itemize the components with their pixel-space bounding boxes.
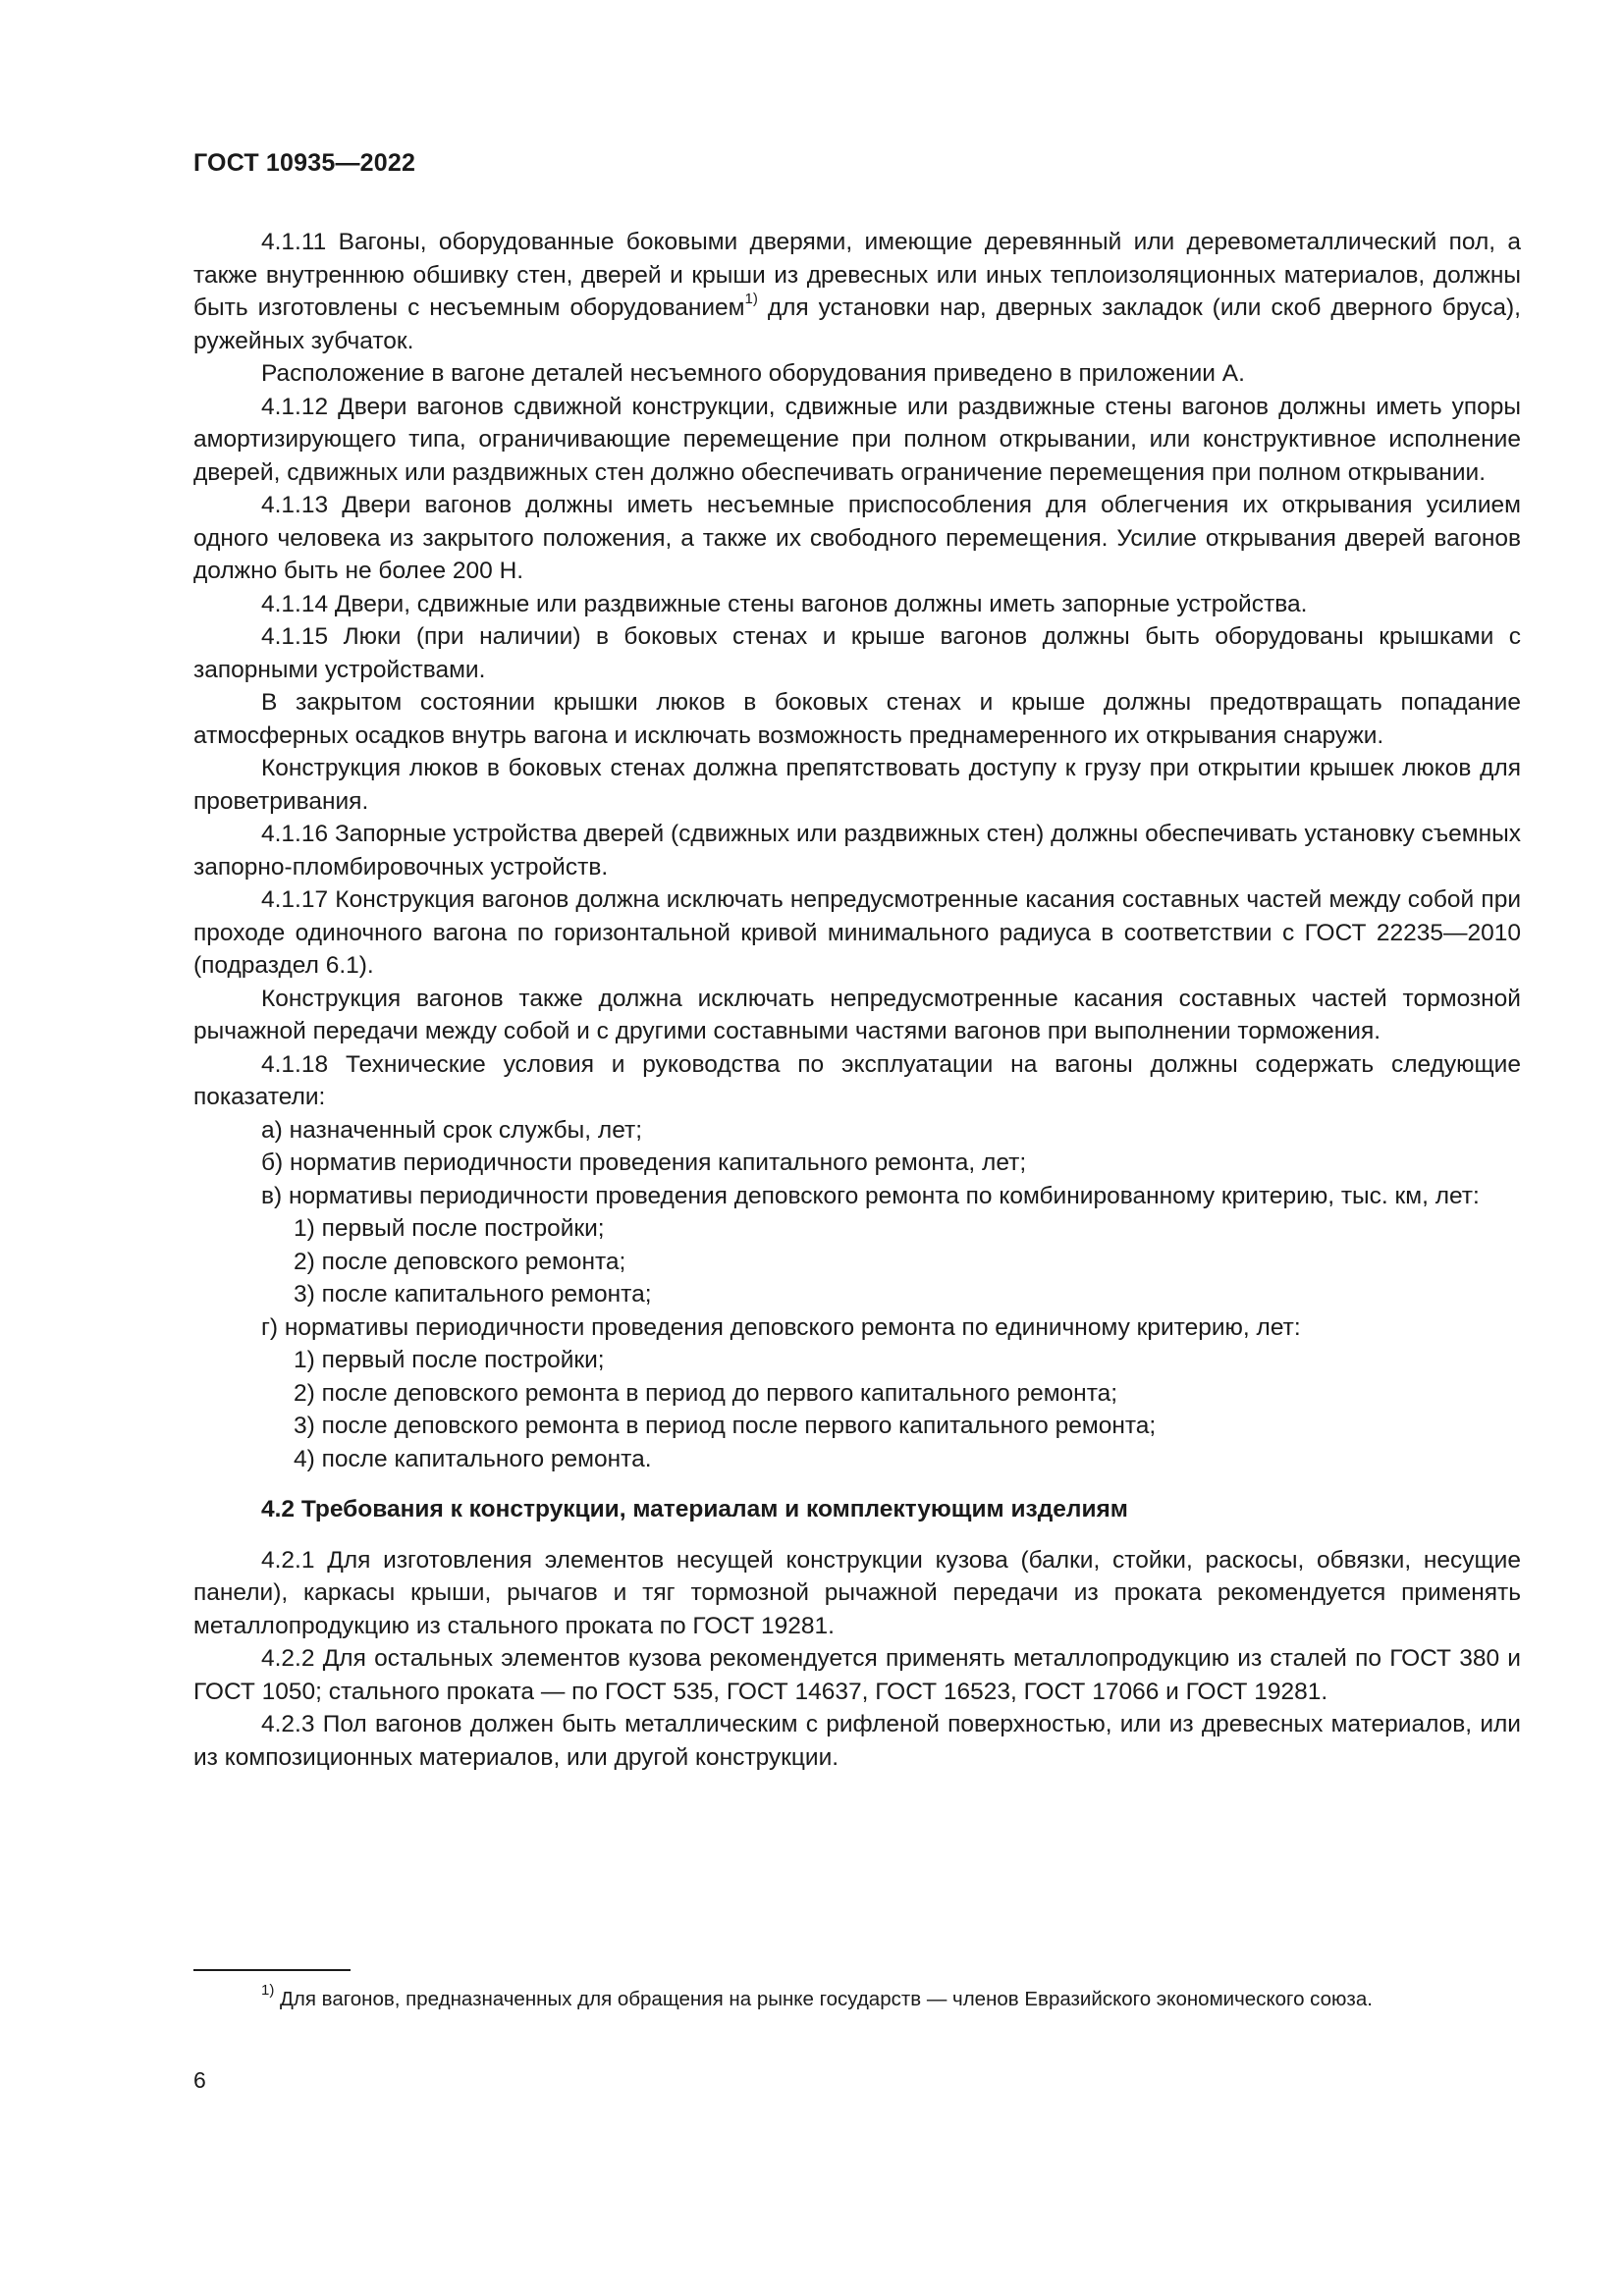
- list-item-a: а) назначенный срок службы, лет;: [261, 1116, 643, 1144]
- footnote-paragraph: [193, 1982, 1521, 2013]
- paragraph-4-1-11: [193, 226, 1521, 357]
- list-item-g-2: 2) после деповского ремонта в период до первого капитального ремонта;: [294, 1379, 1118, 1407]
- list-item-g-1: 1) первый после постройки;: [294, 1347, 605, 1373]
- paragraph-4-2-1: 4.2.1 Для изготовления элементов несущей конструкции кузова (балки, стойки, раскосы, обвязки, несущие панели), каркасы крыши, рычагов и тяг тормозной рычажной передачи из проката рекомендуется применять металлопродукцию из стального проката по ГОСТ 19281.: [193, 1546, 1521, 1639]
- paragraph-text: 4.1.11 Вагоны, оборудованные боковыми дверями, имеющие деревянный или деревометаллический пол, а также внутреннюю обшивку стен, дверей и крыши из древесных или иных теплоизоляционных материалов, должны быть изготовлены с несъемным оборудованием: [193, 229, 1521, 321]
- section-heading-4-2: 4.2 Требования к конструкции, материалам и комплектующим изделиям: [261, 1496, 1128, 1522]
- list-item-v: в) нормативы периодичности проведения деповского ремонта по комбинированному критерию, тыс. км, лет:: [261, 1182, 1480, 1209]
- paragraph-4-1-14: 4.1.14 Двери, сдвижные или раздвижные стены вагонов должны иметь запорные устройства.: [261, 590, 1308, 617]
- paragraph-4-1-18: 4.1.18 Технические условия и руководства по эксплуатации на вагоны должны содержать следующие показатели:: [193, 1050, 1521, 1110]
- paragraph-4-1-17: 4.1.17 Конструкция вагонов должна исключать непредусмотренные касания составных частей между собой при проходе одиночного вагона по горизонтальной кривой минимального радиуса в соответствии с ГОСТ 22235—2010 (подраздел 6.1).: [193, 886, 1521, 979]
- list-item-v-2: 2) после деповского ремонта;: [294, 1248, 626, 1275]
- list-item-g-4: 4) после капитального ремонта.: [294, 1445, 652, 1472]
- paragraph-4-2-3: 4.2.3 Пол вагонов должен быть металлическим с рифленой поверхностью, или из древесных материалов, или из композиционных материалов, или другой конструкции.: [193, 1711, 1521, 1771]
- footnote-separator: [193, 1969, 351, 1971]
- list-item-b: б) норматив периодичности проведения капитального ремонта, лет;: [261, 1149, 1027, 1176]
- footnote-ref: 1): [744, 290, 758, 307]
- paragraph-location: Расположение в вагоне деталей несъемного оборудования приведено в приложении А.: [261, 360, 1245, 387]
- footnote-mark: 1): [261, 1982, 275, 2000]
- page-number: 6: [193, 2067, 206, 2093]
- list-item-g: г) нормативы периодичности проведения деповского ремонта по единичному критерию, лет:: [261, 1313, 1301, 1341]
- paragraph-4-2-2: 4.2.2 Для остальных элементов кузова рекомендуется применять металлопродукцию из сталей по ГОСТ 380 и ГОСТ 1050; стального проката — по ГОСТ 535, ГОСТ 14637, ГОСТ 16523, ГОСТ 17066 и ГОСТ 19281.: [193, 1645, 1521, 1705]
- paragraph-4-1-16: 4.1.16 Запорные устройства дверей (сдвижных или раздвижных стен) должны обеспечивать установку съемных запорно-пломбировочных устройств.: [193, 821, 1521, 881]
- paragraph-4-1-13: 4.1.13 Двери вагонов должны иметь несъемные приспособления для облегчения их открывания усилием одного человека из закрытого положения, а также их свободного перемещения. Усилие открывания дверей вагонов должно быть не более 200 Н.: [193, 492, 1521, 584]
- list-item-v-1: 1) первый после постройки;: [294, 1215, 605, 1242]
- paragraph-4-1-12: 4.1.12 Двери вагонов сдвижной конструкции, сдвижные или раздвижные стены вагонов должны иметь упоры амортизирующего типа, ограничивающие перемещение при полном открывании, или конструктивное исполнение дверей, сдвижных или раздвижных стен должно обеспечивать ограничение перемещения при полном открывании.: [193, 393, 1521, 486]
- document-body: [193, 226, 1521, 1774]
- paragraph-closed-state: В закрытом состоянии крышки люков в боковых стенах и крыше должны предотвращать попадание атмосферных осадков внутрь вагона и исключать возможность преднамеренного их открывания снаружи.: [193, 689, 1521, 749]
- document-header: ГОСТ 10935—2022: [193, 149, 416, 177]
- list-item-g-3: 3) после деповского ремонта в период после первого капитального ремонта;: [294, 1413, 1157, 1439]
- paragraph-text-tail: для установки нар, дверных закладок (или скоб дверного бруса), ружейных зубчаток.: [193, 294, 1521, 354]
- paragraph-4-1-15: 4.1.15 Люки (при наличии) в боковых стенах и крыше вагонов должны быть оборудованы крышками с запорными устройствами.: [193, 623, 1521, 683]
- paragraph-hatches: Конструкция люков в боковых стенах должна препятствовать доступу к грузу при открытии крышек люков для проветривания.: [193, 755, 1521, 815]
- footnote-text: Для вагонов, предназначенных для обращения на рынке государств — членов Евразийского экономического союза.: [274, 1988, 1373, 2010]
- list-item-v-3: 3) после капитального ремонта;: [294, 1281, 652, 1308]
- paragraph-brake: Конструкция вагонов также должна исключать непредусмотренные касания составных частей тормозной рычажной передачи между собой и с другими составными частями вагонов при выполнении торможения.: [193, 985, 1521, 1044]
- footnote: [193, 1982, 1521, 2013]
